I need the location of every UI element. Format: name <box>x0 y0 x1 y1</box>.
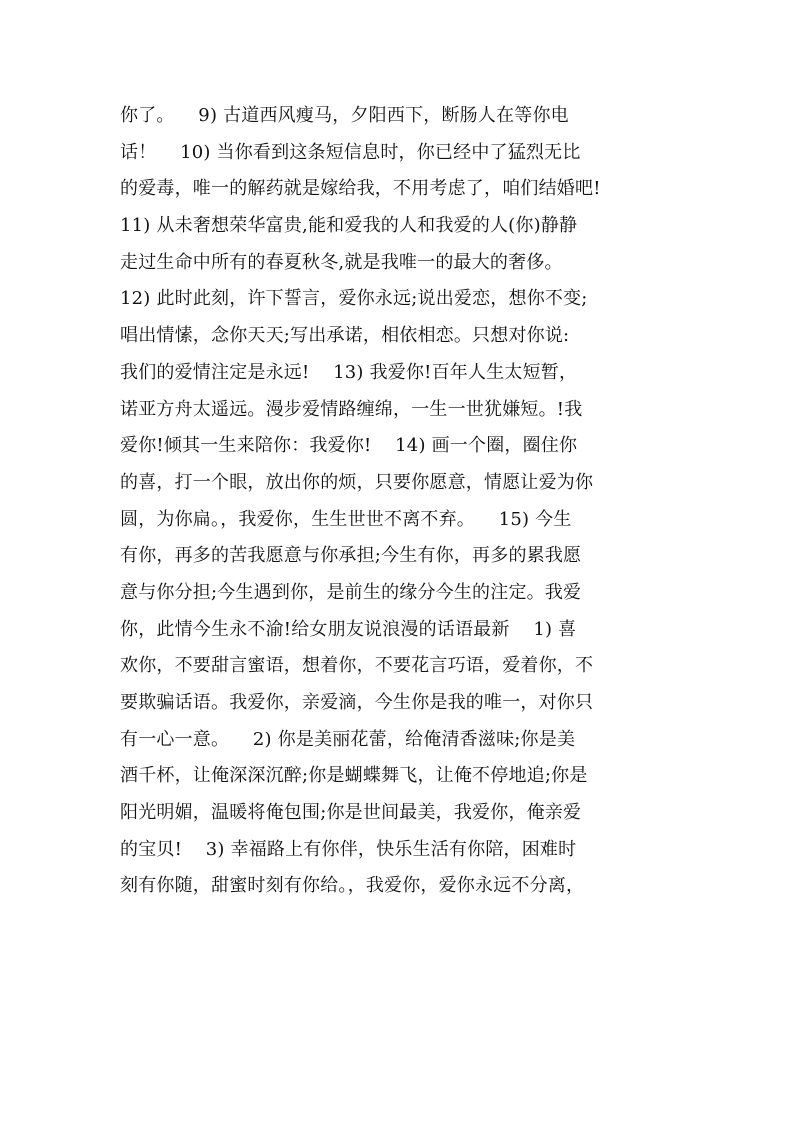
text-line: 我们的爱情注定是永远! 13) 我爱你!百年人生太短暂， <box>120 361 578 383</box>
text-line: 话！ 10) 当你看到这条短信息时，你已经中了猛烈无比 <box>120 141 581 163</box>
body-text <box>120 98 680 905</box>
text-line: 的喜，打一个眼，放出你的烦，只要你愿意，情愿让爱为你 <box>120 471 594 493</box>
text-line: 酒千杯，让俺深深沉醉;你是蝴蝶舞飞，让俺不停地追;你是 <box>120 765 588 787</box>
text-line: 意与你分担;今生遇到你，是前生的缘分今生的注定。我爱 <box>120 581 582 603</box>
text-line: 你，此情今生永不渝!给女朋友说浪漫的话语最新 1) 喜 <box>120 618 577 640</box>
text-line: 要欺骗话语。我爱你，亲爱滴，今生你是我的唯一，对你只 <box>120 692 594 713</box>
text-line: 阳光明媚，温暖将俺包围;你是世间最美，我爱你，俺亲爱 <box>120 802 582 824</box>
text-line: 走过生命中所有的春夏秋冬,就是我唯一的最大的奢侈。 <box>120 251 563 273</box>
text-line: 有一心一意。 2) 你是美丽花蕾，给俺清香滋味;你是美 <box>120 728 576 750</box>
text-line: 爱你!倾其一生来陪你：我爱你! 14) 画一个圈，圈住你 <box>120 435 578 457</box>
text-line: 欢你，不要甜言蜜语，想着你，不要花言巧语，爱着你，不 <box>120 655 594 677</box>
text-line: 唱出情愫，念你天天;写出承诺，相依相恋。只想对你说: <box>120 325 570 347</box>
text-line: 11) 从未奢想荣华富贵,能和爱我的人和我爱的人(你)静静 <box>120 215 578 237</box>
text-line: 12) 此时此刻，许下誓言，爱你永远;说出爱恋，想你不变; <box>120 288 588 310</box>
text-line: 的宝贝! 3) 幸福路上有你伴，快乐生活有你陪，困难时 <box>120 838 577 860</box>
text-line: 有你，再多的苦我愿意与你承担;今生有你，再多的累我愿 <box>120 545 582 567</box>
text-line: 你了。 9) 古道西风瘦马，夕阳西下，断肠人在等你电 <box>120 105 569 126</box>
text-line: 诺亚方舟太遥远。漫步爱情路缠绵，一生一世犹嫌短。!我 <box>120 398 583 420</box>
text-line: 圆，为你扁。，我爱你，生生世世不离不弃。 15) 今生 <box>120 508 572 530</box>
text-line: 的爱毒，唯一的解药就是嫁给我，不用考虑了，咱们结婚吧! <box>120 178 601 200</box>
text-line: 刻有你随，甜蜜时刻有你给。，我爱你，爱你永远不分离， <box>120 875 585 897</box>
